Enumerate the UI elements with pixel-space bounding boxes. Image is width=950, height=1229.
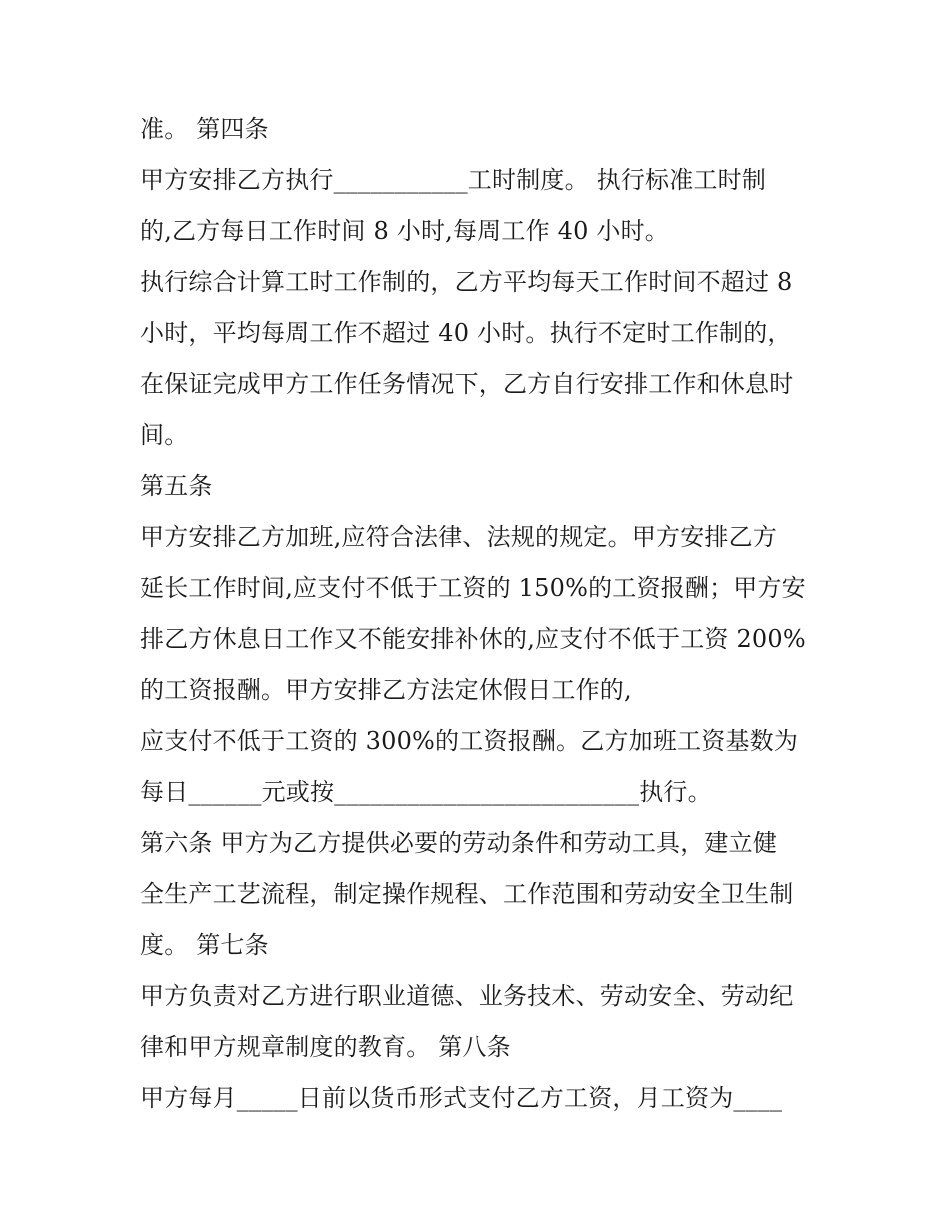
text-line: 小时，平均每周工作不超过 40 小时。执行不定时工作制的， [140,319,792,347]
text-line: 全生产工艺流程，制定操作规程、工作范围和劳动安全卫生制 [140,880,794,908]
text-line: 律和甲方规章制度的教育。 第八条 [140,1033,511,1061]
text-line: 延长工作时间,应支付不低于工资的 150%的工资报酬；甲方安 [140,574,806,602]
text-line: 准。 第四条 [140,115,269,143]
text-line: 的工资报酬。甲方安排乙方法定休假日工作的, [140,676,632,704]
text-line: 的,乙方每日工作时间 8 小时,每周工作 40 小时。 [140,217,669,245]
text-line: 间。 [140,421,189,449]
text-line: 第六条 甲方为乙方提供必要的劳动条件和劳动工具，建立健 [140,829,778,857]
text-line: 甲方负责对乙方进行职业道德、业务技术、劳动安全、劳动纪 [140,982,794,1010]
text-line: 度。 第七条 [140,931,269,959]
text-line: 甲方安排乙方加班,应符合法律、法规的规定。甲方安排乙方 [140,523,778,551]
document-body [140,104,820,1124]
text-line: 每日______元或按_________________________执行。 [140,778,712,806]
text-line: 排乙方休息日工作又不能安排补休的,应支付不低于工资 200% [140,625,806,653]
text-line: 甲方每月_____日前以货币形式支付乙方工资，月工资为____ [140,1084,783,1112]
section-heading: 第五条 [140,472,213,500]
text-line: 执行综合计算工时工作制的，乙方平均每天工作时间不超过 8 [140,268,793,296]
text-line: 在保证完成甲方工作任务情况下，乙方自行安排工作和休息时 [140,370,794,398]
text-line: 甲方安排乙方执行___________工时制度。 执行标准工时制 [140,166,767,194]
text-line: 应支付不低于工资的 300%的工资报酬。乙方加班工资基数为 [140,727,799,755]
